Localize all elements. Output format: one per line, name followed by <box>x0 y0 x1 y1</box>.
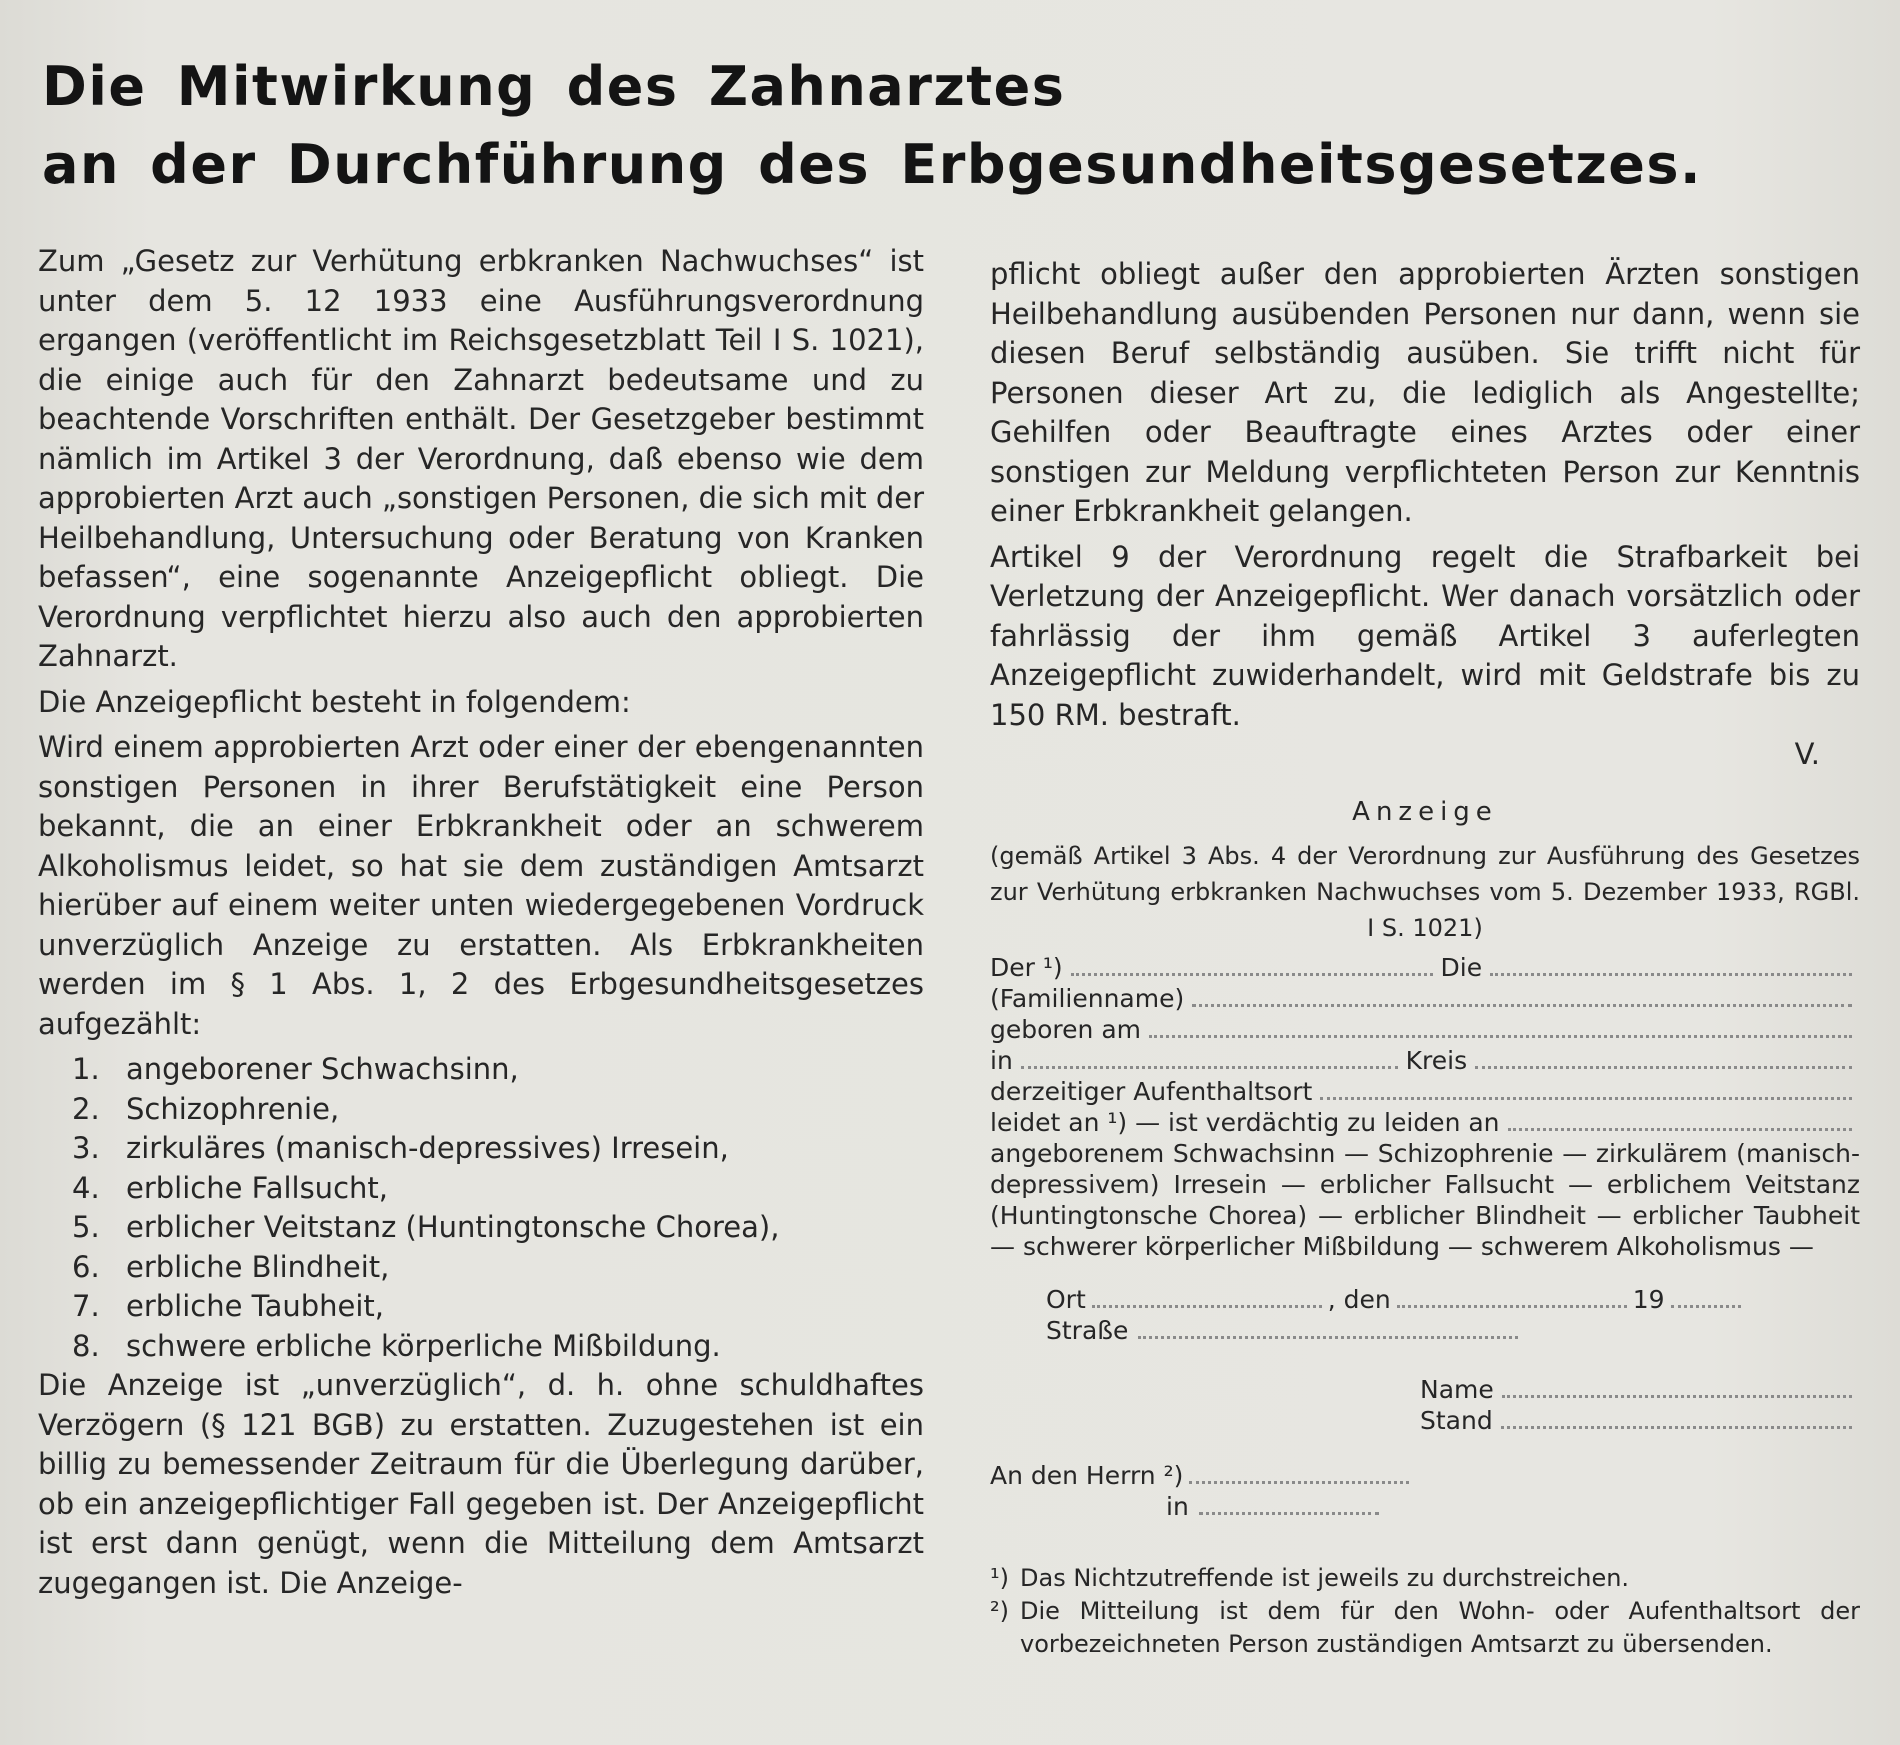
birthplace-field[interactable] <box>1021 1066 1398 1069</box>
list-item-text: erblicher Veitstanz (Huntingtonsche Chorea), <box>126 1210 780 1244</box>
ort-field[interactable] <box>1092 1305 1322 1308</box>
list-item <box>72 1208 924 1248</box>
list-item-number: 4. <box>72 1170 100 1205</box>
form-row-familienname <box>990 983 1860 1014</box>
form-row-name <box>990 952 1860 983</box>
form-row-recipient-in <box>990 1491 1860 1522</box>
footnote-1 <box>990 1562 1860 1595</box>
list-item-text: erbliche Fallsucht, <box>126 1170 388 1205</box>
recipient-block <box>990 1460 1860 1522</box>
form-row-name-signature <box>1420 1374 1860 1405</box>
form-row-ort-datum <box>990 1284 1860 1315</box>
der-label: Der ¹) <box>990 953 1063 982</box>
aufenthaltsort-label: derzeitiger Aufenthaltsort <box>990 1077 1313 1106</box>
list-item <box>72 1050 924 1090</box>
signature-line <box>990 735 1860 775</box>
familienname-label: (Familienname) <box>990 984 1185 1013</box>
strasse-field[interactable] <box>1138 1336 1518 1339</box>
footnotes <box>990 1562 1860 1661</box>
left-paragraph-4: Die Anzeige ist „unverzüglich“, d. h. ohne schuldhaftes Verzögern (§ 121 BGB) zu erstatten. Zuzugestehen ist ein billig zu bemessender Zeitraum für die Überlegung darüber, ob ein anzeigepflichtiger Fall gegeben ist. Der Anzeigepflicht ist erst dann genügt, wenn die Mitteilung dem Amtsarzt zugegangen ist. Die Anzeige- <box>38 1368 924 1600</box>
ort-label: Ort <box>1046 1285 1086 1314</box>
form-row-stand <box>1420 1405 1860 1436</box>
form-row-strasse <box>990 1315 1860 1346</box>
list-item-number: 5. <box>72 1210 100 1244</box>
footnote-2-mark: ²) <box>990 1597 1009 1625</box>
author-signature: V. <box>1794 737 1820 771</box>
list-item <box>72 1129 924 1169</box>
list-item-text: angeborener Schwachsinn, <box>126 1052 519 1086</box>
list-item <box>72 1248 924 1288</box>
list-item-text: erbliche Blindheit, <box>126 1249 390 1284</box>
geboren-label: geboren am <box>990 1015 1141 1044</box>
form-row-geboren <box>990 1014 1860 1045</box>
left-column <box>38 242 924 1609</box>
title-line-1: Die Mitwirkung des Zahnarztes <box>42 55 1066 118</box>
footnote-2-text: Die Mitteilung ist dem für den Wohn- oder Aufenthaltsort der vorbezeichneten Person zuständigen Amtsarzt zu übersenden. <box>1020 1597 1860 1658</box>
recipient-in-label: in <box>1166 1492 1189 1521</box>
list-item <box>72 1287 924 1327</box>
kreis-field[interactable] <box>1475 1066 1852 1069</box>
stand-label: Stand <box>1420 1406 1493 1435</box>
list-item-number: 8. <box>72 1328 100 1363</box>
form-row-ort-kreis <box>990 1045 1860 1076</box>
den-label: , den <box>1327 1285 1391 1314</box>
leidet-label: leidet an ¹) — ist verdächtig zu leiden an <box>990 1108 1500 1137</box>
footnote-1-text: Das Nichtzutreffende ist jeweils zu durchstreichen. <box>1020 1564 1630 1592</box>
der-field[interactable] <box>1071 973 1433 976</box>
left-paragraph-3: Wird einem approbierten Arzt oder einer der ebengenannten sonstigen Personen in ihrer Berufstätigkeit eine Person bekannt, die an einer Erbkrankheit oder an schwerem Alkoholismus leidet, so hat sie dem zuständigen Amtsarzt hierüber auf einem weiter unten wiedergegebenen Vordruck unverzüglich Anzeige zu erstatten. Als Erbkrankheiten werden im § 1 Abs. 1, 2 des Erbgesundheitsgesetzes aufgezählt: <box>38 730 924 1041</box>
hereditary-disease-list <box>38 1050 924 1366</box>
illness-options: angeborenem Schwachsinn — Schizophrenie — zirkulärem (manisch-depressivem) Irresein — erblicher Fallsucht — erblichem Veitstanz (Huntingtonsche Chorea) — erblicher Blindheit — erblicher Taubheit — schwerer körperlicher Mißbildung — schwerem Alkoholismus — <box>990 1139 1860 1261</box>
list-item <box>72 1169 924 1209</box>
year-label: 19 <box>1632 1285 1665 1314</box>
signature-block <box>990 1374 1860 1436</box>
form-heading: Anzeige <box>1352 796 1498 827</box>
stand-field[interactable] <box>1501 1426 1852 1429</box>
footnote-1-mark: ¹) <box>990 1564 1009 1592</box>
list-item-text: Schizophrenie, <box>126 1091 340 1126</box>
list-item-text: zirkuläres (manisch-depressives) Irresein, <box>126 1131 729 1165</box>
list-item-number: 6. <box>72 1249 100 1284</box>
form-row-an-den-herrn <box>990 1460 1860 1491</box>
kreis-label: Kreis <box>1405 1046 1468 1075</box>
right-paragraph-2-text: Artikel 9 der Verordnung regelt die Strafbarkeit bei Verletzung der Anzeigepflicht. Wer danach vorsätzlich oder fahrlässig der ihm gemäß Artikel 3 auferlegten Anzeigepflicht zuwiderhandelt, wird mit Geldstrafe bis zu 150 RM. bestraft. <box>990 539 1860 732</box>
form-subheading: (gemäß Artikel 3 Abs. 4 der Verordnung zur Ausführung des Gesetzes zur Verhütung erbkranken Nachwuchses vom 5. Dezember 1933, RGBl. I S. 1021) <box>990 842 1860 942</box>
list-item <box>72 1327 924 1367</box>
die-field[interactable] <box>1490 973 1852 976</box>
recipient-field[interactable] <box>1189 1481 1409 1484</box>
report-form <box>990 952 1860 1661</box>
list-item-text: erbliche Taubheit, <box>126 1289 385 1323</box>
left-paragraph-2: Die Anzeigepflicht besteht in folgendem: <box>38 684 631 719</box>
list-item <box>72 1090 924 1130</box>
aufenthaltsort-field[interactable] <box>1320 1097 1852 1100</box>
recipient-place-field[interactable] <box>1199 1512 1379 1515</box>
form-row-aufenthaltsort <box>990 1076 1860 1107</box>
list-item-number: 2. <box>72 1091 100 1126</box>
die-label: Die <box>1440 953 1483 982</box>
name-label: Name <box>1420 1375 1494 1404</box>
right-paragraph-1: pflicht obliegt außer den approbierten Ärzten sonstigen Heilbehandlung ausübenden Personen nur dann, wenn sie diesen Beruf selbständig ausüben. Sie trifft nicht für Personen dieser Art zu, die lediglich als Angestellte; Gehilfen oder Beauftragte eines Arztes oder einer sonstigen zur Meldung verpflichteten Person zur Kenntnis einer Erbkrankheit gelangen. <box>990 257 1860 528</box>
leidet-field[interactable] <box>1508 1128 1852 1131</box>
year-field[interactable] <box>1671 1305 1741 1308</box>
footnote-2 <box>990 1595 1860 1661</box>
list-item-number: 7. <box>72 1289 100 1323</box>
geboren-field[interactable] <box>1149 1035 1852 1038</box>
form-row-leidet <box>990 1107 1860 1138</box>
familienname-field[interactable] <box>1192 1004 1852 1007</box>
date-field[interactable] <box>1397 1305 1627 1308</box>
list-item-text: schwere erbliche körperliche Mißbildung. <box>126 1328 721 1363</box>
page-title <box>42 48 1702 204</box>
list-item-number: 1. <box>72 1052 100 1086</box>
right-column <box>990 255 1860 1661</box>
list-item-number: 3. <box>72 1131 100 1165</box>
left-paragraph-1: Zum „Gesetz zur Verhütung erbkranken Nachwuchses“ ist unter dem 5. 12 1933 eine Ausführungsverordnung ergangen (veröffentlicht im Reichsgesetzblatt Teil I S. 1021), die einige auch für den Zahnarzt bedeutsame und zu beachtende Vorschriften enthält. Der Gesetzgeber bestimmt nämlich im Artikel 3 der Verordnung, daß ebenso wie dem approbierten Arzt auch „sonstigen Personen, die sich mit der Heilbehandlung, Untersuchung oder Beratung von Kranken befassen“, eine sogenannte Anzeigepflicht obliegt. Die Verordnung verpflichtet hierzu also auch den approbierten Zahnarzt. <box>38 244 924 673</box>
strasse-label: Straße <box>1046 1316 1129 1345</box>
right-paragraph-2 <box>990 538 1860 775</box>
an-den-herrn-label: An den Herrn ²) <box>990 1461 1184 1490</box>
name-field[interactable] <box>1502 1395 1852 1398</box>
title-line-2: an der Durchführung des Erbgesundheitsgesetzes. <box>42 133 1703 196</box>
in-label: in <box>990 1046 1013 1075</box>
